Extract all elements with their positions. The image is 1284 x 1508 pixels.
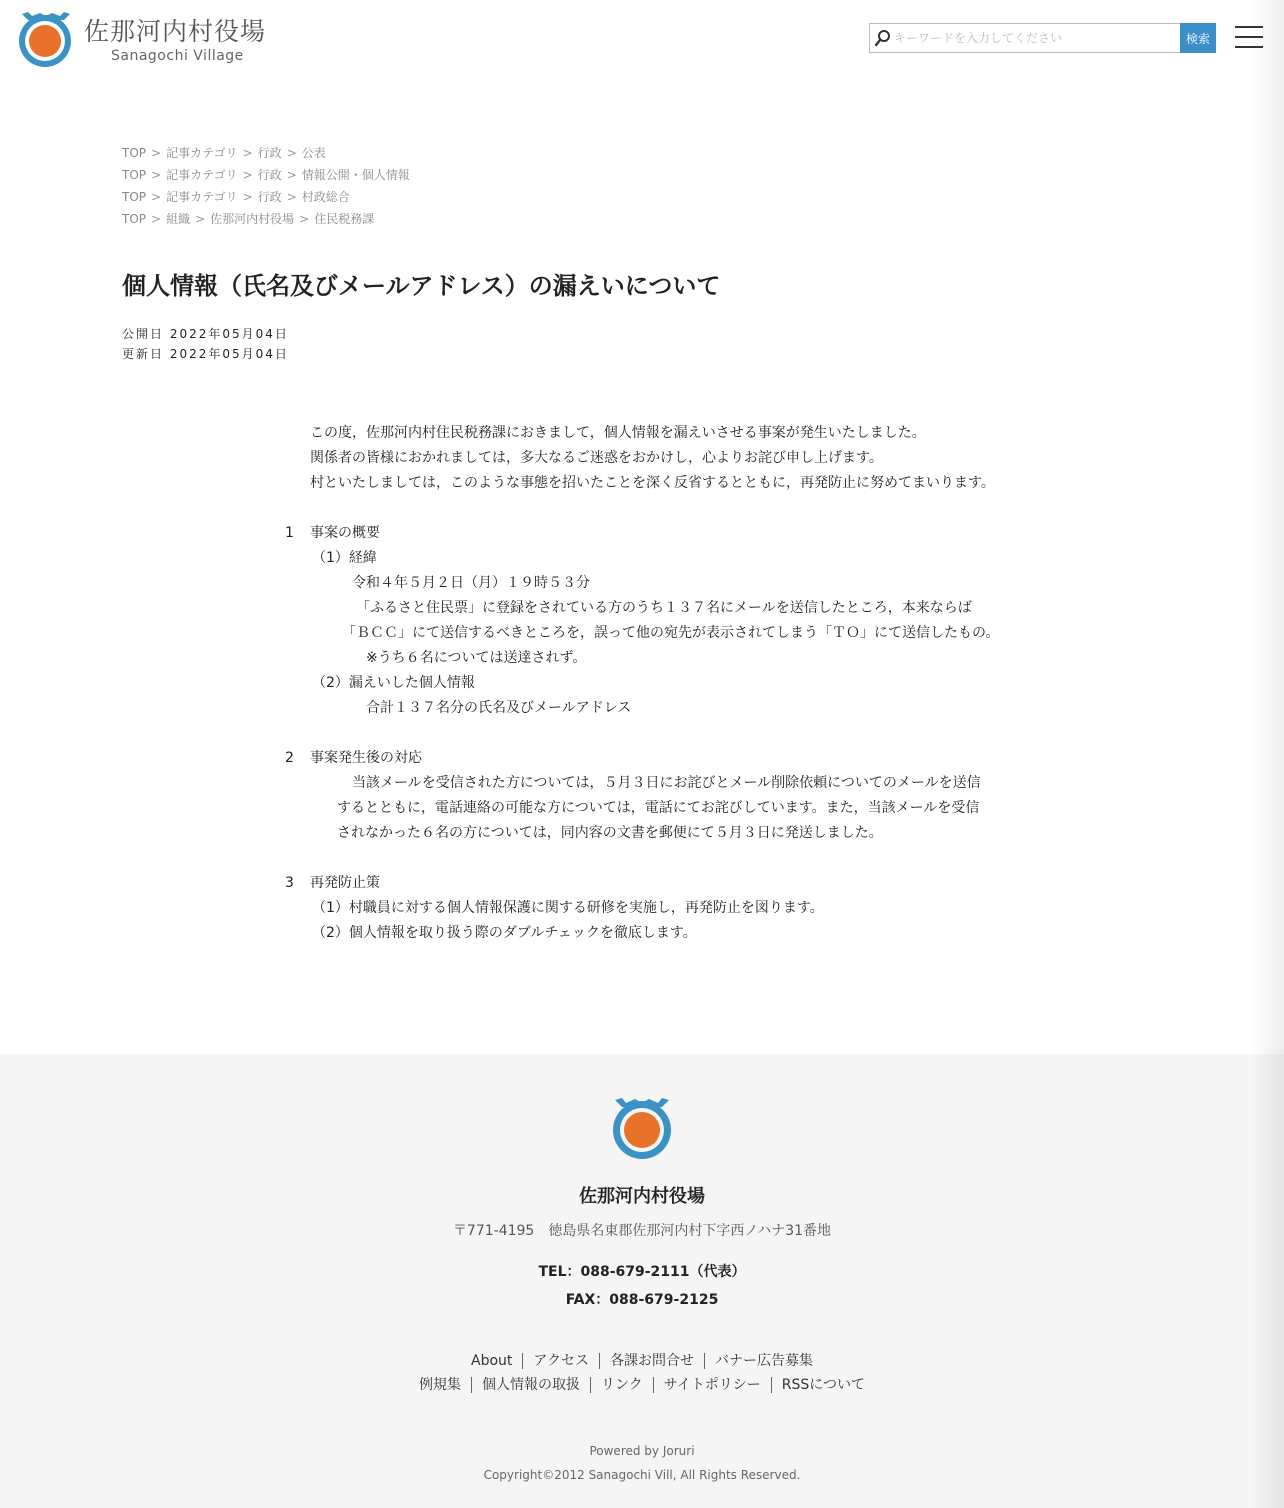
breadcrumb-link[interactable]: 村政総合 <box>301 190 350 204</box>
breadcrumb-separator: > <box>299 212 310 226</box>
incident-description: 「ふるさと住民票」に登録をされている方のうち１３７名にメールを送信したところ，本来ならば <box>356 600 972 616</box>
response-paragraph: されなかった６名の方については，同内容の文書を郵便にて５月３日に発送しました。 <box>337 825 883 841</box>
breadcrumb-separator: > <box>286 168 297 182</box>
breadcrumb-separator: > <box>151 212 162 226</box>
breadcrumb-link[interactable]: 佐那河内村役場 <box>210 212 295 226</box>
footer-link[interactable]: 個人情報の取扱 <box>471 1377 590 1393</box>
logo-subtitle: Sanagochi Village <box>111 48 244 64</box>
incident-note: ※うち６名については送達されず。 <box>366 650 587 666</box>
breadcrumb-separator: > <box>151 168 162 182</box>
footer-nav-row <box>0 1374 1284 1394</box>
footer-link[interactable]: サイトポリシー <box>653 1377 771 1393</box>
site-logo[interactable] <box>18 8 268 72</box>
footer-tel: TEL：088-679-2111（代表） <box>538 1264 746 1280</box>
breadcrumb-link[interactable]: TOP <box>122 212 147 226</box>
incident-datetime: 令和４年５月２日（月）１９時５３分 <box>352 575 590 591</box>
breadcrumb-link[interactable]: 記事カテゴリ <box>166 190 238 204</box>
breadcrumb-separator: > <box>242 146 253 160</box>
breadcrumb-list <box>122 143 410 231</box>
breadcrumb-link[interactable]: 行政 <box>257 146 282 160</box>
breadcrumb-link[interactable]: TOP <box>122 146 147 160</box>
breadcrumb-link[interactable]: 公表 <box>301 146 326 160</box>
footer-link[interactable]: 例規集 <box>419 1377 461 1393</box>
breadcrumb <box>122 187 410 209</box>
breadcrumb <box>122 143 410 165</box>
breadcrumb-separator: > <box>195 212 206 226</box>
footer-link[interactable]: アクセス <box>522 1353 599 1369</box>
response-paragraph: 当該メールを受信された方については，５月３日にお詫びとメール削除依頼についてのメールを送信 <box>352 775 981 791</box>
footer-link[interactable]: About <box>471 1353 513 1369</box>
subsection-heading: （2）漏えいした個人情報 <box>312 675 475 691</box>
village-emblem-icon <box>18 8 74 70</box>
incident-description: 「ＢＣＣ」にて送信するべきところを，誤って他の宛先が表示されてしまう「ＴＯ」にて送信したもの。 <box>342 625 1000 641</box>
breadcrumb-separator: > <box>151 190 162 204</box>
search-icon <box>874 29 892 47</box>
logo-title: 佐那河内村役場 <box>84 17 267 46</box>
breadcrumb-link[interactable]: 行政 <box>257 190 282 204</box>
footer-nav-row <box>0 1350 1284 1370</box>
breadcrumb-link[interactable]: 住民税務課 <box>314 212 375 226</box>
footer-link[interactable]: 各課お問合せ <box>599 1353 704 1369</box>
section-number: 2 <box>285 750 294 766</box>
footer-link[interactable]: RSSについて <box>771 1377 875 1393</box>
updated-date: 更新日 2022年05月04日 <box>122 347 289 361</box>
powered-by: Powered by Joruri <box>589 1444 695 1458</box>
menu-icon[interactable] <box>1235 26 1263 48</box>
breadcrumb-separator: > <box>286 190 297 204</box>
breadcrumb-link[interactable]: 記事カテゴリ <box>166 168 238 182</box>
prevention-item: （2）個人情報を取り扱う際のダブルチェックを徹底します。 <box>312 925 697 941</box>
footer-org-name: 佐那河内村役場 <box>579 1186 705 1207</box>
intro-line: 村といたしましては，このような事態を招いたことを深く反省するとともに，再発防止に努めてまいります。 <box>310 475 995 491</box>
section-number: 3 <box>285 875 294 891</box>
village-emblem-icon <box>611 1094 673 1162</box>
copyright: Copyright©2012 Sanagochi Vill, All Rights Reserved. <box>483 1468 801 1482</box>
section-heading: 再発防止策 <box>310 875 380 891</box>
breadcrumb-link[interactable]: 記事カテゴリ <box>166 146 238 160</box>
breadcrumb-link[interactable]: TOP <box>122 168 147 182</box>
breadcrumb-separator: > <box>242 168 253 182</box>
footer-link[interactable]: バナー広告募集 <box>704 1353 823 1369</box>
breadcrumb-separator: > <box>242 190 253 204</box>
prevention-item: （1）村職員に対する個人情報保護に関する研修を実施し，再発防止を図ります。 <box>312 900 824 916</box>
breadcrumb-link[interactable]: 行政 <box>257 168 282 182</box>
search-button[interactable]: 検索 <box>1180 23 1216 53</box>
response-paragraph: するとともに，電話連絡の可能な方については，電話にてお詫びしています。また，当該メールを受信 <box>337 800 980 816</box>
breadcrumb <box>122 165 410 187</box>
search-box <box>869 23 1181 53</box>
section-heading: 事案の概要 <box>310 525 380 541</box>
footer-link[interactable]: リンク <box>590 1377 653 1393</box>
breadcrumb <box>122 209 410 231</box>
published-date: 公開日 2022年05月04日 <box>122 327 289 341</box>
search-input[interactable] <box>894 25 1176 51</box>
footer-fax: FAX：088-679-2125 <box>565 1292 719 1308</box>
site-footer <box>0 1054 1284 1508</box>
breadcrumb-link[interactable]: 情報公開・個人情報 <box>301 168 410 182</box>
breadcrumb-separator: > <box>286 146 297 160</box>
breadcrumb-link[interactable]: TOP <box>122 190 147 204</box>
subsection-heading: （1）経緯 <box>312 550 377 566</box>
breadcrumb-separator: > <box>151 146 162 160</box>
intro-line: この度，佐那河内村住民税務課におきまして，個人情報を漏えいさせる事案が発生いたしました。 <box>310 425 926 441</box>
page-title: 個人情報（氏名及びメールアドレス）の漏えいについて <box>122 272 721 300</box>
search-form <box>869 23 1216 53</box>
footer-address: 〒771-4195 徳島県名東郡佐那河内村下字西ノハナ31番地 <box>452 1223 832 1239</box>
section-number: 1 <box>285 525 294 541</box>
site-header <box>0 0 1284 80</box>
leaked-info: 合計１３７名分の氏名及びメールアドレス <box>366 700 632 716</box>
section-heading: 事案発生後の対応 <box>310 750 422 766</box>
breadcrumb-link[interactable]: 組織 <box>166 212 191 226</box>
article-dates <box>122 325 289 365</box>
intro-line: 関係者の皆様におかれましては，多大なるご迷惑をおかけし，心よりお詫び申し上げます。 <box>310 450 883 466</box>
